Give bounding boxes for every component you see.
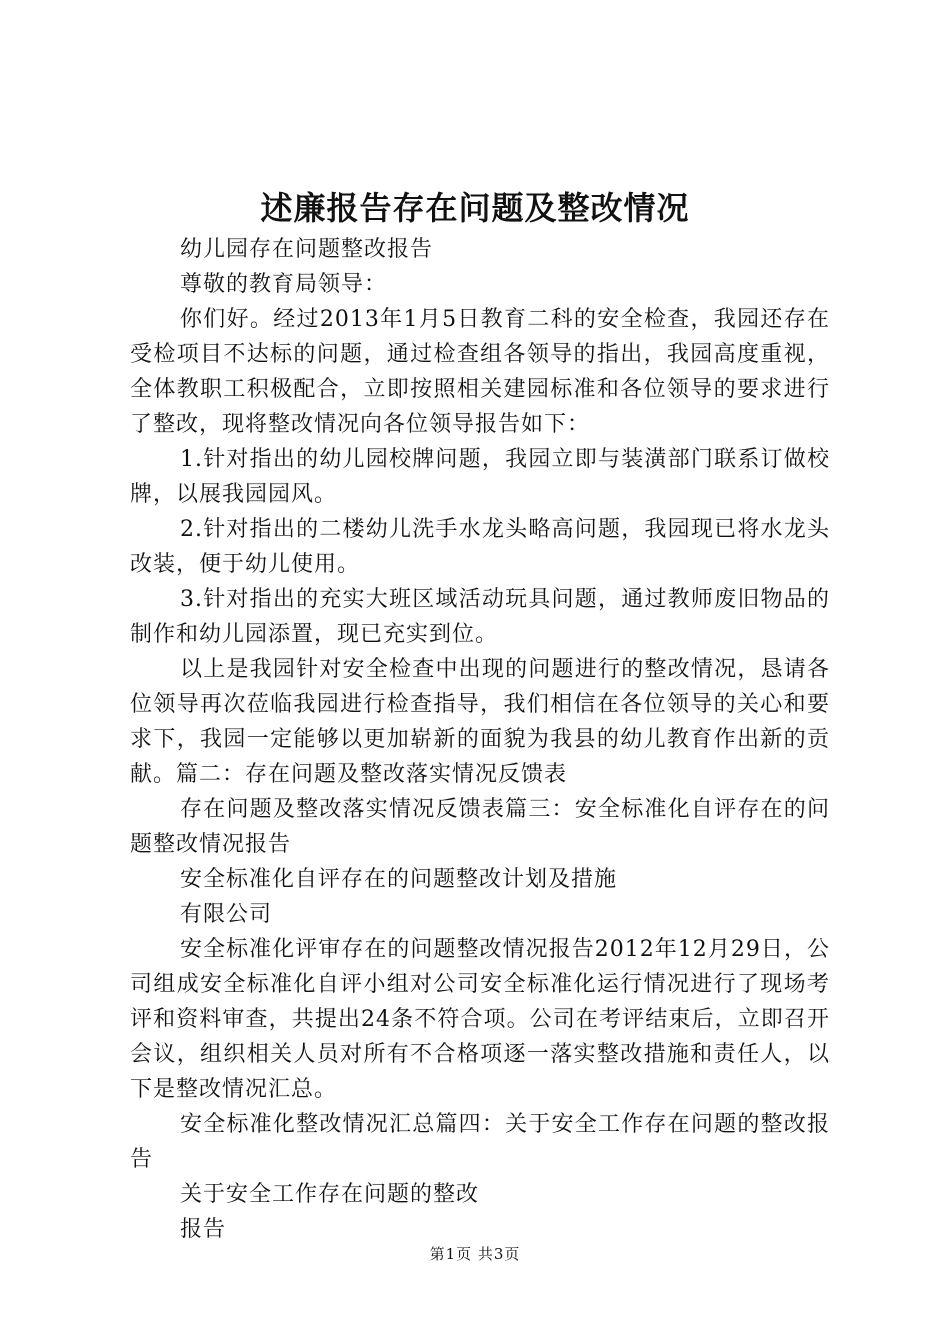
paragraph: 3.针对指出的充实大班区域活动玩具问题，通过教师废旧物品的制作和幼儿园添置，现已充实到位。 xyxy=(130,587,830,647)
paragraph: 以上是我园针对安全检查中出现的问题进行的整改情况，恳请各位领导再次莅临我园进行检查指导，我们相信在各位领导的关心和要求下，我园一定能够以更加崭新的面貌为我县的幼儿教育作出新的贡献。篇二：存在问题及整改落实情况反馈表 xyxy=(130,657,830,787)
paragraph: 安全标准化自评存在的问题整改计划及措施 xyxy=(180,867,618,892)
page-number-footer: 第1页 共3页 xyxy=(429,1245,521,1263)
paragraph: 你们好。经过2013年1月5日教育二科的安全检查，我园还存在受检项目不达标的问题，通过检查组各领导的指出，我园高度重视，全体教职工积极配合，立即按照相关建园标准和各位领导的要求进行了整改，现将整改情况向各位领导报告如下： xyxy=(130,307,830,437)
paragraph: 有限公司 xyxy=(180,902,273,927)
paragraph: 存在问题及整改落实情况反馈表篇三：安全标准化自评存在的问题整改情况报告 xyxy=(130,797,830,857)
document-title: 述廉报告存在问题及整改情况 xyxy=(260,189,690,227)
paragraph: 幼儿园存在问题整改报告 xyxy=(180,237,434,262)
paragraph: 1.针对指出的幼儿园校牌问题，我园立即与装潢部门联系订做校牌，以展我园园风。 xyxy=(130,447,830,507)
paragraph: 尊敬的教育局领导： xyxy=(180,272,388,297)
paragraph: 关于安全工作存在问题的整改 xyxy=(180,1182,480,1207)
paragraph: 2.针对指出的二楼幼儿洗手水龙头略高问题，我园现已将水龙头改装，便于幼儿使用。 xyxy=(130,517,830,577)
paragraph: 报告 xyxy=(180,1217,227,1242)
document-body xyxy=(130,232,830,1247)
paragraph: 安全标准化整改情况汇总篇四：关于安全工作存在问题的整改报告 xyxy=(130,1112,830,1172)
paragraph: 安全标准化评审存在的问题整改情况报告2012年12月29日，公司组成安全标准化自评小组对公司安全标准化运行情况进行了现场考评和资料审查，共提出24条不符合项。公司在考评结束后，立即召开会议，组织相关人员对所有不合格项逐一落实整改措施和责任人，以下是整改情况汇总。 xyxy=(130,937,830,1102)
